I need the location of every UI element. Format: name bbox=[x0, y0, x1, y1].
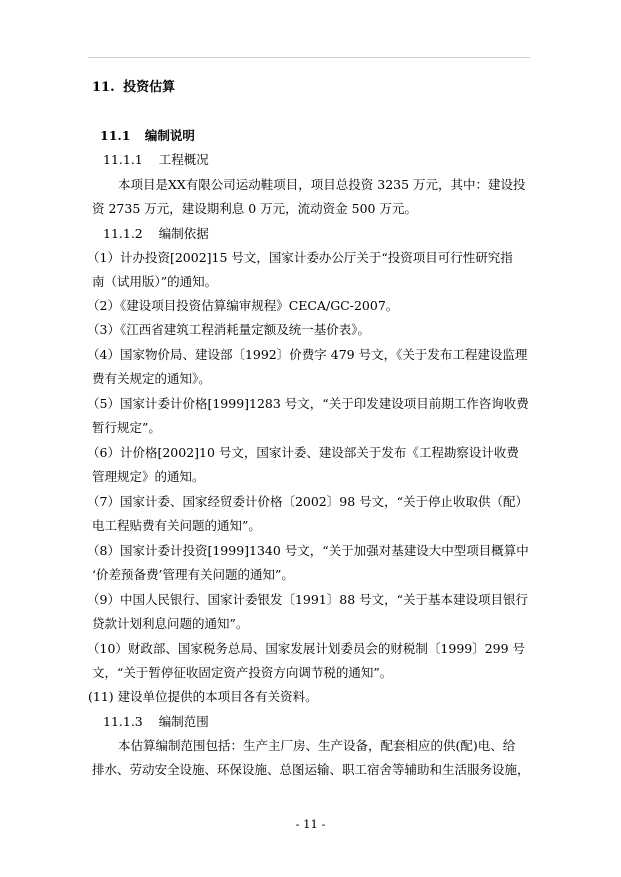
list-item-line: （2）《建设项目投资估算编审规程》CECA/GC-2007。 bbox=[87, 298, 399, 313]
list-item-line: （1）计办投资[2002]15 号文，国家计委办公厅关于“投资项目可行性研究指 bbox=[87, 250, 513, 265]
header-rule bbox=[88, 57, 530, 58]
list-item-line: 管理规定》的通知。 bbox=[92, 469, 205, 484]
paragraph-line: 资 2735 万元，建设期利息 0 万元，流动资金 500 万元。 bbox=[92, 201, 417, 216]
heading-11-1-3 bbox=[103, 714, 209, 730]
paragraph-line: 排水、劳动安全设施、环保设施、总图运输、职工宿舍等辅助和生活服务设施， bbox=[92, 762, 530, 777]
heading-title: 编制范围 bbox=[158, 714, 209, 729]
list-item-line: 南（试用版）”的通知。 bbox=[92, 274, 218, 289]
paragraph-line: 本估算编制范围包括：生产主厂房、生产设备，配套相应的供(配)电、给 bbox=[118, 738, 516, 753]
list-item-line: 费有关规定的通知》。 bbox=[92, 371, 211, 386]
list-item-line: （10）财政部、国家税务总局、国家发展计划委员会的财税制〔1999〕299 号 bbox=[87, 641, 526, 656]
list-item-line: (11) 建设单位提供的本项目各有关资料。 bbox=[88, 689, 318, 704]
list-item-line: （4）国家物价局、建设部〔1992〕价费字 479 号文，《关于发布工程建设监理 bbox=[87, 347, 528, 362]
list-item-line: 贷款计划利息问题的通知”。 bbox=[92, 616, 249, 631]
heading-number: 11.1.2 bbox=[103, 226, 143, 241]
subsection-number: 11.1 bbox=[100, 128, 131, 143]
section-heading bbox=[92, 80, 175, 96]
list-item-line: （5）国家计委计价格[1999]1283 号文，“关于印发建设项目前期工作咨询收费 bbox=[87, 396, 529, 411]
paragraph-line: 本项目是XX有限公司运动鞋项目，项目总投资 3235 万元，其中：建设投 bbox=[118, 177, 526, 192]
subsection-heading bbox=[100, 128, 195, 144]
list-item-line: （3）《江西省建筑工程消耗量定额及统一基价表》。 bbox=[87, 322, 370, 337]
heading-number: 11.1.1 bbox=[103, 152, 143, 167]
section-number: 11. bbox=[92, 80, 115, 95]
list-item-line: 文，“关于暂停征收固定资产投资方向调节税的通知”。 bbox=[92, 665, 393, 680]
section-title: 投资估算 bbox=[123, 80, 176, 95]
heading-number: 11.1.3 bbox=[103, 714, 143, 729]
heading-11-1-1 bbox=[103, 152, 209, 168]
heading-title: 工程概况 bbox=[158, 152, 209, 167]
list-item-line: （6）计价格[2002]10 号文，国家计委、建设部关于发布《工程勘察设计收费 bbox=[87, 445, 519, 460]
list-item-line: （8）国家计委计投资[1999]1340 号文，“关于加强对基建设大中型项目概算中 bbox=[87, 543, 529, 558]
list-item-line: 暂行规定”。 bbox=[92, 420, 161, 435]
page-number: - 11 - bbox=[295, 817, 326, 831]
heading-title: 编制依据 bbox=[158, 226, 209, 241]
subsection-title: 编制说明 bbox=[144, 128, 195, 143]
list-item-line: （7）国家计委、国家经贸委计价格〔2002〕98 号文，“关于停止收取供（配） bbox=[87, 494, 529, 509]
list-item-line: （9）中国人民银行、国家计委银发〔1991〕88 号文，“关于基本建设项目银行 bbox=[87, 592, 529, 607]
list-item-line: ‘价差预备费’管理有关问题的通知”。 bbox=[92, 567, 294, 582]
list-item-line: 电工程贴费有关问题的通知”。 bbox=[92, 518, 261, 533]
heading-11-1-2 bbox=[103, 226, 209, 242]
